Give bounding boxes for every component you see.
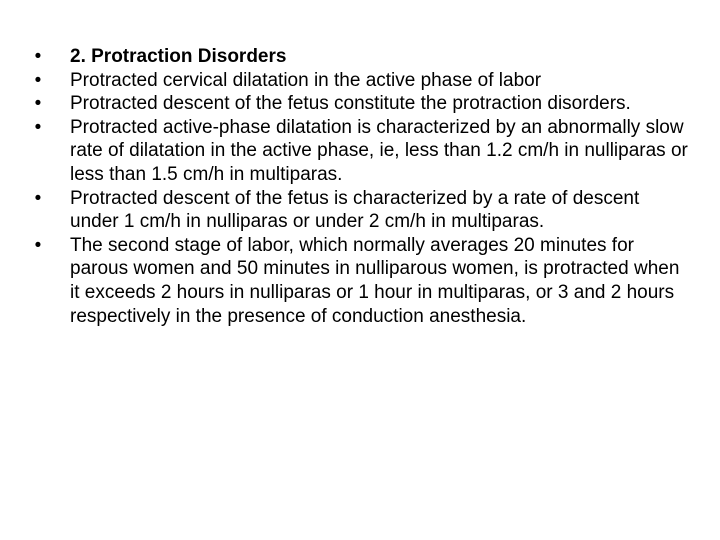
bullet-icon: • bbox=[34, 234, 42, 256]
bullet-text: Protracted descent of the fetus constitute the protraction disorders. bbox=[70, 93, 631, 115]
bullet-text: 2. Protraction Disorders bbox=[70, 46, 287, 67]
bullet-text: Protracted descent of the fetus is characterized by a rate of descent under 1 cm/h in nulliparas or under 2 cm/h in multiparas. bbox=[70, 187, 640, 233]
bullet-item bbox=[28, 187, 688, 234]
bullet-icon: • bbox=[34, 69, 42, 91]
bullet-item-heading bbox=[28, 45, 688, 69]
bullet-text: Protracted cervical dilatation in the active phase of labor bbox=[70, 69, 542, 91]
bullet-item bbox=[28, 234, 688, 328]
bullet-icon: • bbox=[34, 187, 42, 209]
bullet-item bbox=[28, 92, 688, 116]
bullet-text: Protracted active-phase dilatation is characterized by an abnormally slow rate of dilatation in the active phase, ie, less than 1.2 cm/h in nulliparas or less than 1.5 cm/h in multiparas. bbox=[70, 116, 688, 185]
bullet-text: The second stage of labor, which normally averages 20 minutes for parous women and 50 minutes in nulliparous women, is protracted when it exceeds 2 hours in nulliparas or 1 hour in multiparas, or 3 and 2 hours respectively in the presence of conduction anesthesia. bbox=[70, 234, 680, 327]
bullet-list bbox=[28, 45, 688, 328]
bullet-item bbox=[28, 116, 688, 187]
bullet-icon: • bbox=[34, 116, 42, 138]
bullet-icon: • bbox=[34, 46, 42, 67]
bullet-item bbox=[28, 69, 688, 93]
bullet-icon: • bbox=[34, 93, 42, 115]
